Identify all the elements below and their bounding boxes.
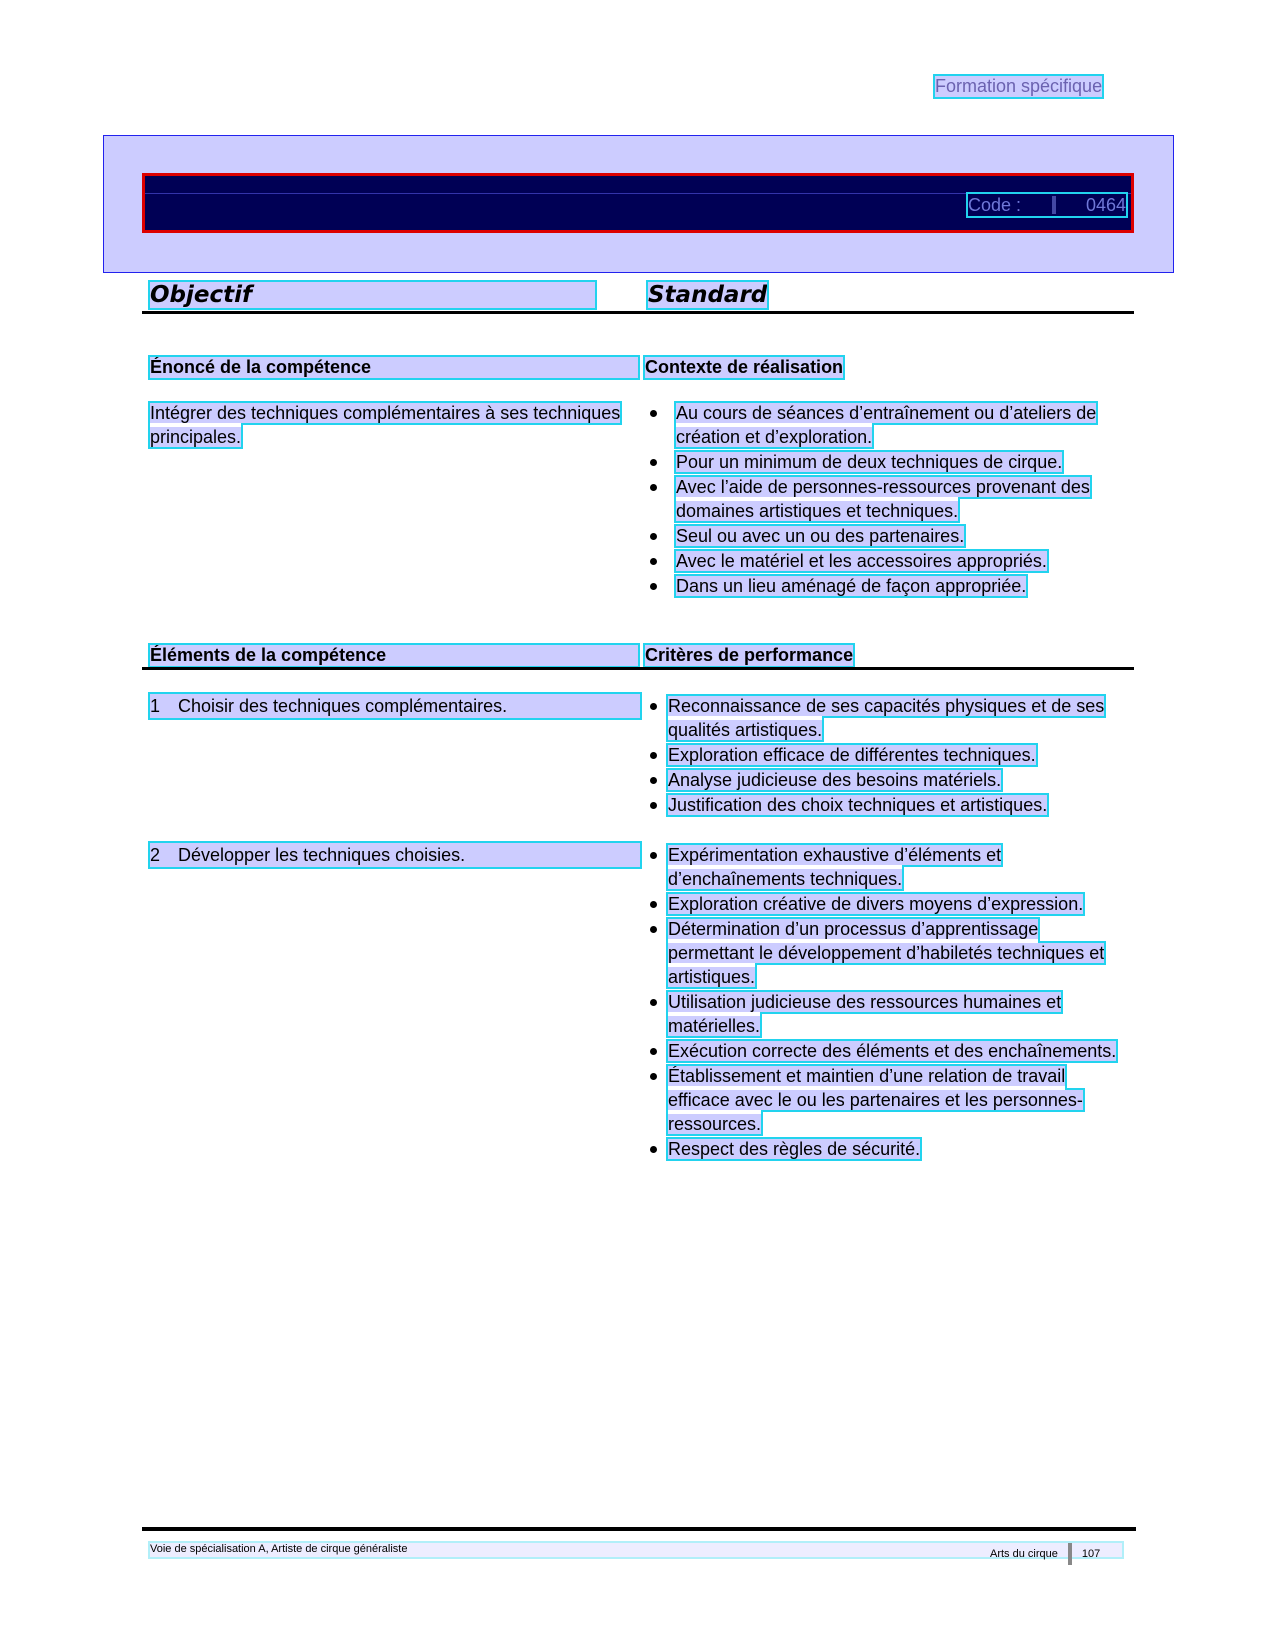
list-item: Utilisation judicieuse des ressources humaines et matérielles. [648, 990, 1118, 1038]
bullet-icon [650, 852, 657, 859]
bullet-icon [650, 1146, 657, 1153]
bullet-icon [650, 926, 657, 933]
criteria-heading: Critères de performance [645, 645, 854, 665]
element-number: 1 [150, 696, 161, 716]
list-item: Au cours de séances d’entraînement ou d’ateliers de création et d’exploration. [648, 401, 1118, 449]
bullet-icon [650, 752, 657, 759]
heading-rule [142, 311, 1134, 314]
footer-separator [1068, 1543, 1072, 1565]
standard-column-heading: Standard [648, 282, 768, 308]
list-item: Exploration créative de divers moyens d’expression. [648, 892, 1118, 916]
bullet-icon [650, 1073, 657, 1080]
list-item: Détermination d’un processus d’apprentissage permettant le développement d’habiletés techniques et artistiques. [648, 917, 1118, 989]
element-2 [150, 843, 640, 867]
element-label: Choisir des techniques complémentaires. [178, 696, 508, 716]
list-item: Exécution correcte des éléments et des enchaînements. [648, 1039, 1118, 1063]
code-label: Code : [968, 194, 1022, 215]
bullet-icon [650, 410, 657, 417]
list-item: Justification des choix techniques et artistiques. [648, 793, 1108, 817]
criteria-list-1 [648, 694, 1108, 818]
footer-rule [142, 1527, 1136, 1531]
bullet-icon [650, 1048, 657, 1055]
elements-heading: Éléments de la compétence [150, 645, 638, 666]
bullet-icon [650, 558, 657, 565]
list-item: Respect des règles de sécurité. [648, 1137, 1118, 1161]
list-item: Établissement et maintien d’une relation de travail efficace avec le ou les partenaires et les personnes-ressources. [648, 1064, 1118, 1136]
page-number: 107 [1081, 1548, 1101, 1560]
code-separator [1052, 196, 1056, 214]
context-list [648, 401, 1118, 599]
footer-specialization: Voie de spécialisation A, Artiste de cirque généraliste [150, 1543, 408, 1555]
competence-statement-heading: Énoncé de la compétence [150, 357, 638, 378]
list-item: Seul ou avec un ou des partenaires. [648, 524, 1118, 548]
list-item: Analyse judicieuse des besoins matériels. [648, 768, 1108, 792]
objective-column-heading: Objectif [150, 282, 595, 308]
competence-statement: Intégrer des techniques complémentaires à ses techniques principales. [150, 403, 621, 447]
list-item: Expérimentation exhaustive d’éléments et d’enchaînements techniques. [648, 843, 1118, 891]
footer-page-info [990, 1543, 1100, 1565]
bullet-icon [650, 533, 657, 540]
bullet-icon [650, 802, 657, 809]
element-label: Développer les techniques choisies. [178, 845, 466, 865]
list-item: Pour un minimum de deux techniques de cirque. [648, 450, 1118, 474]
bullet-icon [650, 484, 657, 491]
code-group [968, 194, 1126, 216]
bullet-icon [650, 703, 657, 710]
context-heading: Contexte de réalisation [645, 357, 844, 377]
bullet-icon [650, 999, 657, 1006]
list-item: Avec le matériel et les accessoires appropriés. [648, 549, 1118, 573]
bullet-icon [650, 901, 657, 908]
bullet-icon [650, 459, 657, 466]
header-section-title: Formation spécifique [935, 76, 1103, 96]
bullet-icon [650, 777, 657, 784]
code-value: 0464 [1085, 194, 1126, 215]
list-item: Exploration efficace de différentes techniques. [648, 743, 1108, 767]
element-number: 2 [150, 845, 161, 865]
element-1 [150, 694, 640, 718]
footer-program: Arts du cirque [990, 1548, 1058, 1560]
criteria-list-2 [648, 843, 1118, 1162]
list-item: Avec l’aide de personnes-ressources provenant des domaines artistiques et techniques. [648, 475, 1118, 523]
list-item: Dans un lieu aménagé de façon appropriée. [648, 574, 1118, 598]
bullet-icon [650, 583, 657, 590]
elements-rule [142, 667, 1134, 670]
list-item: Reconnaissance de ses capacités physiques et de ses qualités artistiques. [648, 694, 1108, 742]
